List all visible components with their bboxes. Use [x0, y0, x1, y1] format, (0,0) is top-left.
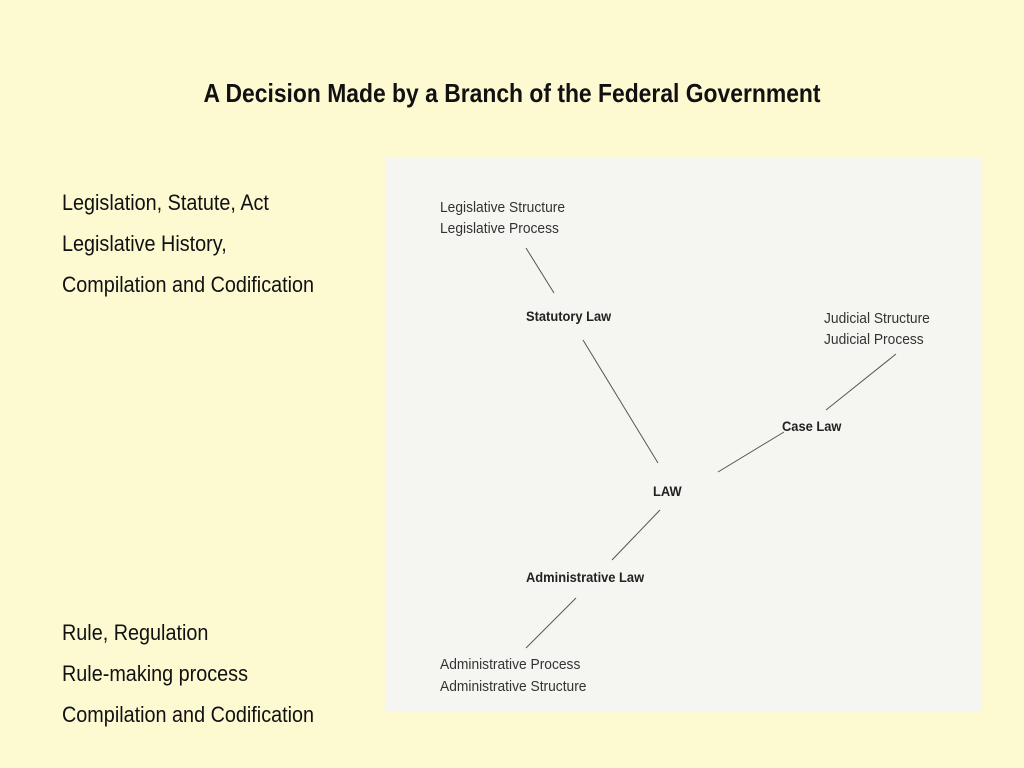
text-line-compilation: Compilation and Codification: [62, 702, 315, 727]
diagram-connectors: [386, 158, 982, 712]
node-legislative-structure: Legislative Structure: [440, 199, 566, 216]
node-administrative-structure: Administrative Structure: [440, 678, 587, 695]
node-statutory-law: Statutory Law: [526, 308, 612, 324]
text-line-rule-regulation: Rule, Regulation: [62, 620, 209, 645]
node-judicial-process: Judicial Process: [824, 331, 924, 348]
node-legislative-process: Legislative Process: [440, 220, 559, 237]
text-line-legislative-history: Legislative History,: [62, 231, 227, 256]
node-case-law: Case Law: [782, 418, 842, 434]
node-administrative-law: Administrative Law: [526, 569, 645, 585]
node-law: LAW: [653, 483, 682, 499]
text-line-compilation: Compilation and Codification: [62, 272, 315, 297]
node-administrative-process: Administrative Process: [440, 656, 581, 673]
law-diagram: [386, 158, 982, 712]
regulation-text-block: [62, 612, 314, 735]
slide-title: A Decision Made by a Branch of the Federal Government: [203, 78, 821, 108]
diagram-background: [386, 158, 982, 712]
text-line-rulemaking: Rule-making process: [62, 661, 248, 686]
text-line-legislation: Legislation, Statute, Act: [62, 190, 269, 215]
legislation-text-block: [62, 182, 314, 305]
node-judicial-structure: Judicial Structure: [824, 310, 930, 327]
